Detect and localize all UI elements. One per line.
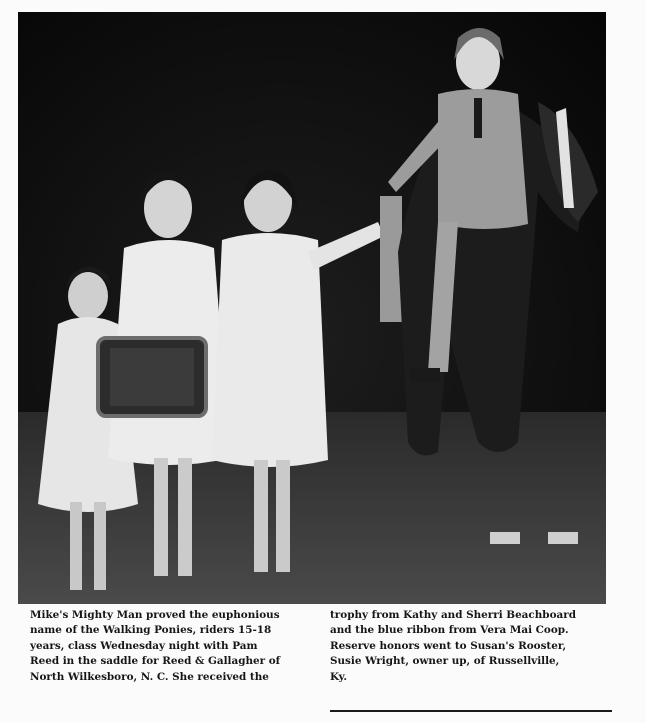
caption-column-right: [326, 608, 612, 685]
caption-column-left: [30, 608, 306, 685]
caption-line: and the blue ribbon from Vera Mai Coop.: [330, 624, 569, 637]
caption-line: North Wilkesboro, N. C. She received the: [30, 670, 269, 683]
news-photo: [18, 12, 606, 604]
caption-line: Ky.: [330, 670, 348, 683]
caption-line: Reed in the saddle for Reed & Gallagher of: [30, 655, 281, 668]
photo-caption: [30, 608, 612, 685]
caption-line: years, class Wednesday night with Pam: [30, 639, 258, 652]
caption-line: trophy from Kathy and Sherri Beachboard: [330, 609, 576, 621]
caption-line: Reserve honors went to Susan's Rooster,: [330, 639, 567, 652]
column-rule: [330, 710, 612, 712]
caption-line: Mike's Mighty Man proved the euphonious: [30, 609, 280, 621]
photo-illustration: [18, 12, 606, 604]
trophy-tray: [98, 338, 206, 416]
caption-line: name of the Walking Ponies, riders 15-18: [30, 624, 272, 637]
caption-line: Susie Wright, owner up, of Russellville,: [330, 655, 560, 668]
